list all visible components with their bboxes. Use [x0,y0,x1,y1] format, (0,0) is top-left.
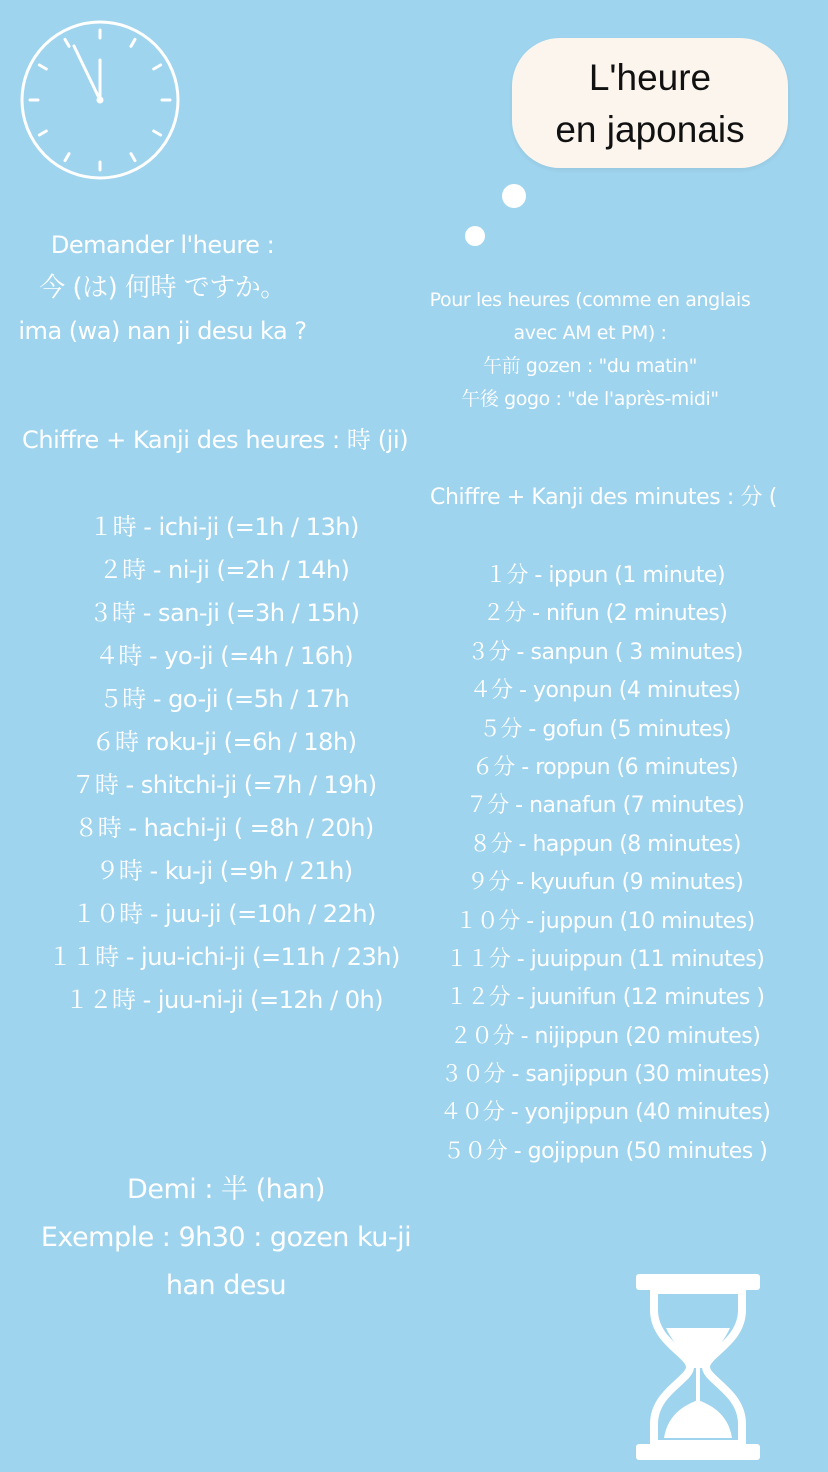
minutes-list [420,557,790,1171]
hour-row: ３時 - san-ji (=3h / 15h) [88,599,360,627]
clock-tick [65,154,69,161]
minutes-heading: Chiffre + Kanji des minutes : 分 ( [430,485,777,510]
ask-line: ima (wa) nan ji desu ka ? [18,317,307,345]
minute-row: ７分 - nanafun (7 minutes) [465,793,745,819]
minute-row: ４分 - yonpun (4 minutes) [469,678,741,704]
hour-row: ７時 - shitchi-ji (=7h / 19h) [71,771,377,799]
hour-row: １２時 - juu-ni-ji (=12h / 0h) [64,986,384,1014]
clock-icon [18,18,182,182]
minute-row: ５分 - gofun (5 minutes) [478,716,732,742]
hour-row: １時 - ichi-ji (=1h / 13h) [89,513,359,541]
hour-row: ５時 - go-ji (=5h / 17h [98,685,350,713]
minute-row: １２分 - juunifun (12 minutes ) [445,985,765,1011]
hour-row: ９時 - ku-ji (=9h / 21h) [95,857,353,885]
hours-heading: Chiffre + Kanji des heures : 時 (ji) [22,426,409,454]
page-title [512,52,788,156]
bubble-dot [502,184,526,208]
hour-row: ８時 - hachi-ji ( =8h / 20h) [74,814,374,842]
title-line: en japonais [555,109,745,150]
minute-row: １０分 - juppun (10 minutes) [455,908,755,934]
minute-row: １１分 - juuippun (11 minutes) [445,946,765,972]
minute-row: ２分 - nifun (2 minutes) [482,601,728,627]
hours-list [14,506,434,1022]
am-pm-line: Pour les heures (comme en anglais [429,289,751,311]
minute-row: ３０分 - sanjippun (30 minutes) [440,1062,770,1088]
clock-tick [131,39,135,46]
half-hour-section [26,1166,426,1310]
bubble-dot [465,226,485,246]
am-pm-line: avec AM et PM) : [513,322,667,344]
half-hour-line: han desu [165,1270,287,1301]
clock-tick [39,131,46,135]
hour-row: ６時 roku-ji (=6h / 18h) [91,728,357,756]
am-pm-line: 午後 gogo : "de l'après-midi" [461,388,719,410]
hour-row: １０時 - juu-ji (=10h / 22h) [72,900,376,928]
minute-row: ８分 - happun (8 minutes) [469,831,741,857]
clock-tick [154,65,161,69]
minute-row: ４０分 - yonjippun (40 minutes) [439,1100,771,1126]
half-hour-line: Exemple : 9h30 : gozen ku-ji [40,1222,412,1253]
clock-tick [131,154,135,161]
clock-tick [65,39,69,46]
hourglass-icon [632,1272,764,1462]
hour-row: ２時 - ni-ji (=2h / 14h) [98,556,350,584]
clock-tick [154,131,161,135]
ask-line: Demander l'heure : [50,231,275,259]
minute-row: ２０分 - nijippun (20 minutes) [449,1023,761,1049]
clock-tick [39,65,46,69]
title-line: L'heure [588,57,712,98]
hour-row: １１時 - juu-ichi-ji (=11h / 23h) [48,943,400,971]
minute-row: １分 - ippun (1 minute) [484,563,726,588]
ask-line: 今 (は) 何時 ですか。 [39,273,286,303]
am-pm-line: 午前 gozen : "du matin" [482,355,698,377]
am-pm-section [420,284,760,416]
minute-row: ５０分 - gojippun (50 minutes ) [442,1138,768,1164]
hour-row: ４時 - yo-ji (=4h / 16h) [94,642,354,670]
half-hour-line: Demi : 半 (han) [127,1174,325,1205]
minute-row: ３分 - sanpun ( 3 minutes) [467,639,743,665]
ask-time-section [0,224,325,353]
minute-row: ６分 - roppun (6 minutes) [471,754,739,780]
minute-row: ９分 - kyuufun (9 minutes) [466,870,744,896]
